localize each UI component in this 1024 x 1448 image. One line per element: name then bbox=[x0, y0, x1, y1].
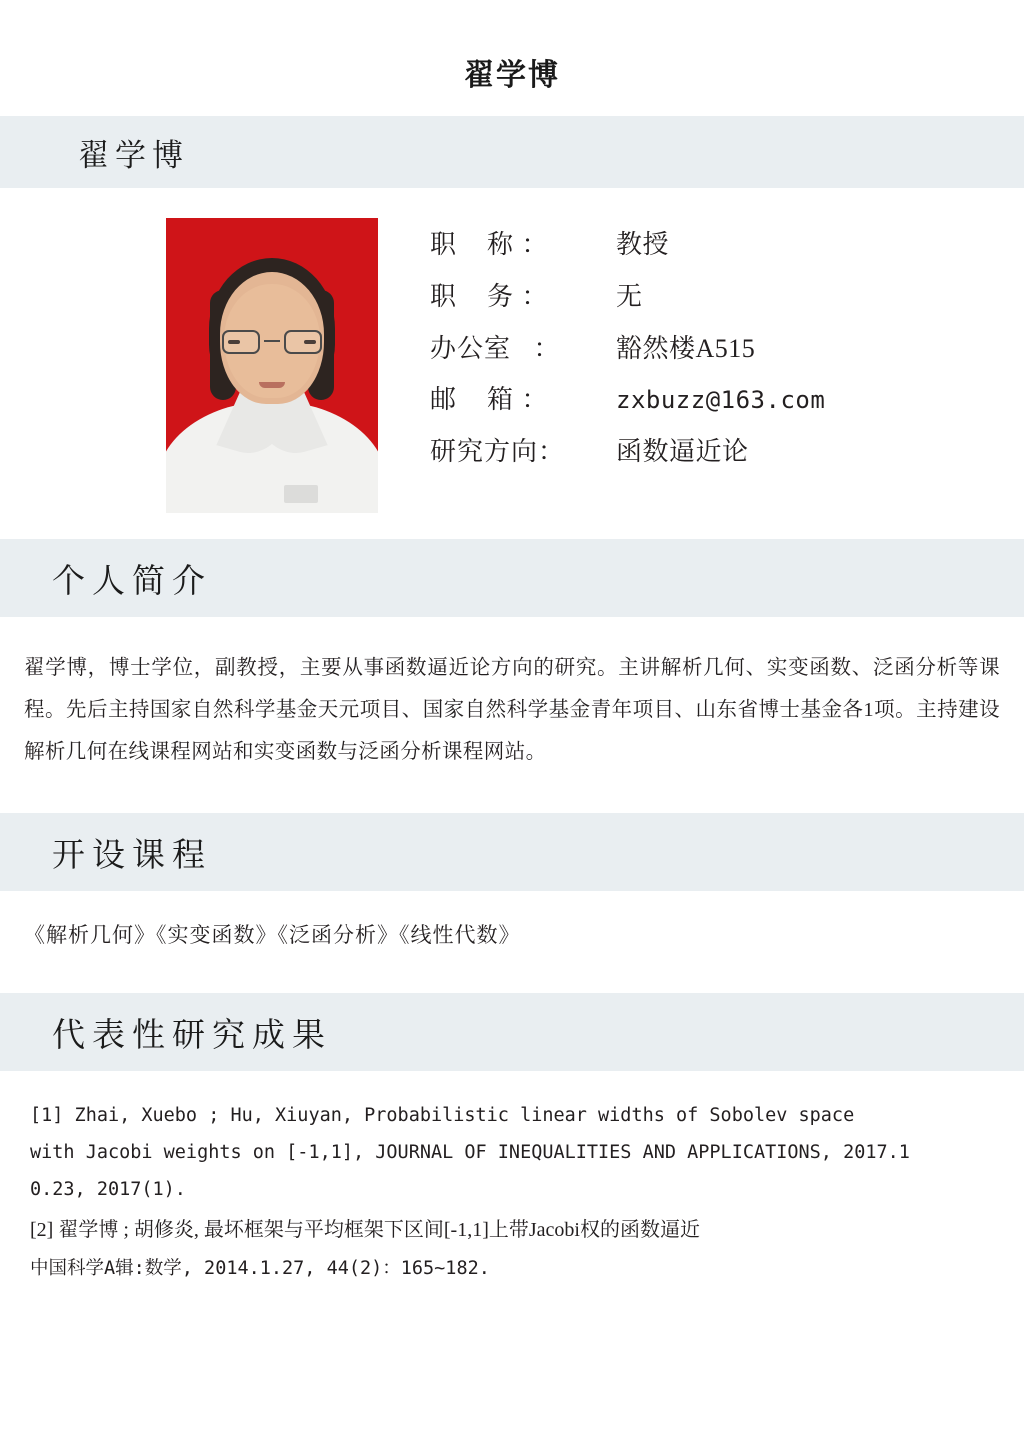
section-title: 代表性研究成果 bbox=[52, 1017, 332, 1054]
info-value: 豁然楼A515 bbox=[616, 333, 756, 363]
courses-text: 《解析几何》《实变函数》《泛函分析》《线性代数》 bbox=[24, 923, 521, 948]
section-title: 个人简介 bbox=[52, 563, 212, 600]
bio-text: 翟学博，博士学位，副教授，主要从事函数逼近论方向的研究。主讲解析几何、实变函数、泛函分析等课程。先后主持国家自然科学基金天元项目、国家自然科学基金青年项目、山东省博士基金各1项。主持建设解析几何在线课程网站和实变函数与泛函分析课程网站。 bbox=[24, 657, 1000, 764]
publication-line: 中国科学A辑:数学, 2014.1.27, 44(2)：165~182. bbox=[30, 1258, 490, 1280]
section-header-bio bbox=[0, 539, 1024, 617]
section-title: 开设课程 bbox=[52, 837, 212, 874]
info-label: 办公室 ： bbox=[430, 333, 561, 363]
info-label: 职 称 ： bbox=[430, 230, 549, 259]
publication-line: with Jacobi weights on [-1,1], JOURNAL OF INEQUALITIES AND APPLICATIONS, 2017.1 bbox=[30, 1142, 910, 1164]
profile-block bbox=[0, 188, 1024, 539]
info-row bbox=[430, 280, 825, 314]
info-list bbox=[430, 218, 825, 513]
info-row bbox=[430, 383, 825, 417]
info-row bbox=[430, 435, 825, 469]
info-row bbox=[430, 332, 825, 366]
info-label: 研究方向： bbox=[430, 437, 566, 467]
info-value: 无 bbox=[616, 281, 643, 311]
photo-container bbox=[166, 218, 378, 513]
publication-line: [2] 翟学博 ; 胡修炎, 最坏框架与平均框架下区间[-1,1]上带Jacobi权的函数逼近 bbox=[30, 1219, 700, 1242]
info-row bbox=[430, 228, 825, 262]
faculty-name: 翟学博 bbox=[78, 137, 189, 173]
publication-line: 0.23, 2017(1). bbox=[30, 1179, 186, 1201]
info-label: 职 务 ： bbox=[430, 281, 549, 311]
info-value: 函数逼近论 bbox=[616, 437, 749, 467]
portrait-photo-icon bbox=[166, 218, 378, 513]
publication-list bbox=[0, 1071, 1024, 1349]
list-item bbox=[30, 1097, 1000, 1208]
name-band bbox=[0, 116, 1024, 188]
email-value[interactable]: zxbuzz@163.com bbox=[616, 386, 826, 415]
section-header-courses bbox=[0, 813, 1024, 891]
info-label: 邮 箱 ： bbox=[430, 385, 549, 415]
page-title: 翟学博 bbox=[464, 58, 560, 93]
section-header-research bbox=[0, 993, 1024, 1071]
info-value: 教授 bbox=[616, 230, 670, 259]
list-item bbox=[30, 1210, 1000, 1287]
publication-line: [1] Zhai, Xuebo ; Hu, Xiuyan, Probabilistic linear widths of Sobolev space bbox=[30, 1105, 855, 1127]
